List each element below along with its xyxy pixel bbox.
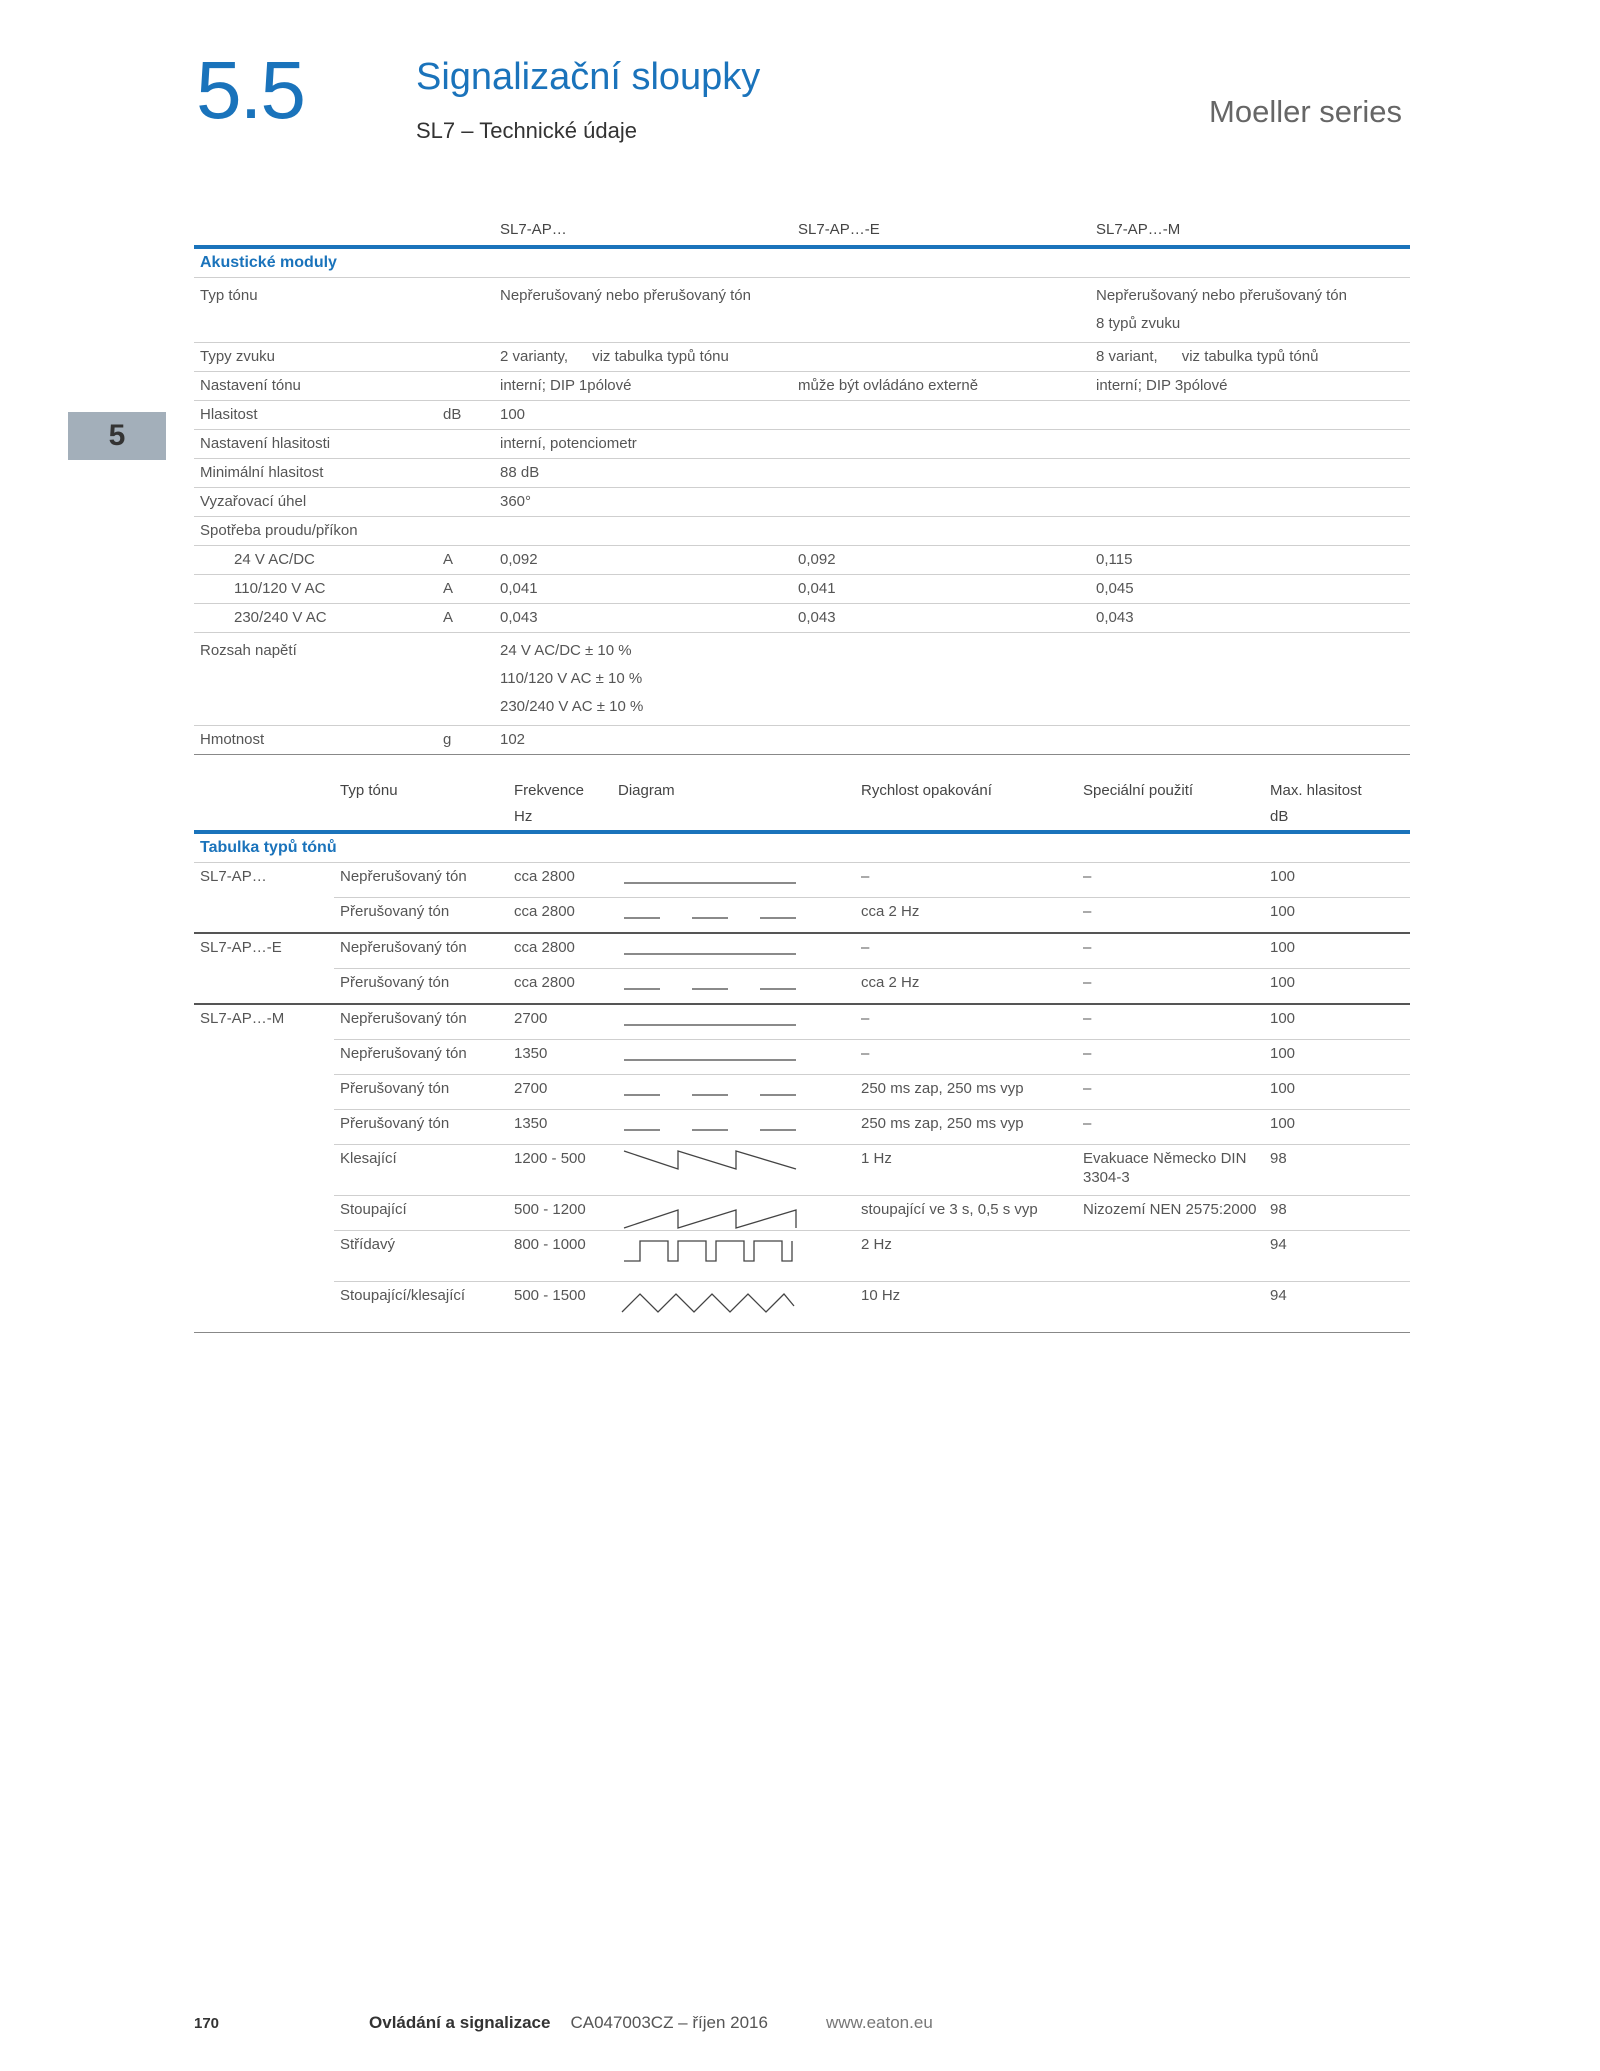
cell — [494, 633, 792, 726]
table-row — [194, 633, 1410, 726]
unit: A — [443, 580, 454, 597]
continuous-diagram — [618, 1046, 798, 1074]
cell: cca 2800 — [508, 933, 612, 969]
tone-row — [194, 863, 1410, 898]
model-cell: SL7-AP… — [200, 868, 267, 885]
cell: 100 — [1264, 933, 1410, 969]
cell: cca 2800 — [508, 863, 612, 898]
cell-line: 110/120 V AC ± 10 % — [500, 670, 643, 687]
cell: může být ovládáno externě — [798, 377, 979, 394]
continuous-diagram — [618, 1011, 798, 1039]
model-cell — [194, 1075, 334, 1110]
cell: – — [1077, 1040, 1264, 1075]
col-header: SL7-AP… — [500, 221, 567, 238]
col-header: Frekvence — [514, 782, 585, 799]
col-header: Max. hlasitost — [1270, 782, 1362, 799]
footer-catalog: CA047003CZ – říjen 2016 — [570, 2013, 768, 2032]
cell: 800 - 1000 — [508, 1231, 612, 1282]
cell: 94 — [1264, 1282, 1410, 1333]
cell: cca 2800 — [508, 898, 612, 934]
cell: 360° — [500, 493, 532, 510]
col-header: SL7-AP…-M — [1096, 221, 1181, 238]
cell: 100 — [500, 406, 526, 423]
square-diagram — [618, 1235, 798, 1263]
cell: cca 2800 — [508, 969, 612, 1005]
diagram-cell — [612, 1075, 855, 1110]
cell: 94 — [1264, 1231, 1410, 1282]
cell-part: viz tabulka typů tónu — [592, 348, 729, 365]
cell — [494, 343, 792, 372]
cell-line: 24 V AC/DC ± 10 % — [500, 642, 632, 659]
interrupted-diagram — [618, 975, 798, 1003]
series-label: Moeller series — [1209, 94, 1402, 129]
cell: 10 Hz — [855, 1282, 1077, 1333]
cell: – — [1077, 933, 1264, 969]
diagram-line — [622, 1294, 794, 1312]
cell: 2 Hz — [855, 1231, 1077, 1282]
diagram-line — [624, 1210, 796, 1228]
cell — [1090, 278, 1410, 343]
cell: 0,092 — [500, 551, 538, 568]
col-header: Speciální použití — [1083, 782, 1194, 799]
continuous-diagram — [618, 940, 798, 968]
diagram-line — [624, 1151, 796, 1169]
diagram-cell — [612, 863, 855, 898]
page-title: Signalizační sloupky — [416, 56, 761, 98]
row-label: Minimální hlasitost — [200, 464, 324, 481]
cell: 0,043 — [500, 609, 538, 626]
cell-part: 2 varianty, — [500, 348, 569, 365]
spec-table — [194, 214, 1410, 755]
cell-line: Nepřerušovaný nebo přerušovaný tón — [1096, 287, 1347, 304]
cell: Přerušovaný tón — [334, 1110, 508, 1145]
section-title: Akustické moduly — [200, 254, 337, 271]
table-row — [194, 401, 1410, 430]
cell: – — [1077, 1004, 1264, 1040]
cell: Klesající — [334, 1145, 508, 1196]
diagram-cell — [612, 1231, 855, 1282]
unit: dB — [443, 406, 462, 423]
cell: 0,092 — [798, 551, 836, 568]
cell: 100 — [1264, 969, 1410, 1005]
cell: Stoupající/klesající — [334, 1282, 508, 1333]
diagram-cell — [612, 1004, 855, 1040]
interrupted-diagram — [618, 1116, 798, 1144]
cell: 0,115 — [1096, 551, 1133, 568]
cell: – — [1077, 863, 1264, 898]
cell: 1 Hz — [855, 1145, 1077, 1196]
cell: – — [855, 933, 1077, 969]
cell: Střídavý — [334, 1231, 508, 1282]
cell: Přerušovaný tón — [334, 898, 508, 934]
cell: 0,043 — [798, 609, 836, 626]
col-header: Typ tónu — [340, 782, 398, 799]
cell: 500 - 1500 — [508, 1282, 612, 1333]
cell: 102 — [500, 731, 526, 748]
cell: Přerušovaný tón — [334, 969, 508, 1005]
interrupted-diagram — [618, 1081, 798, 1109]
cell: interní; DIP 3pólové — [1096, 377, 1228, 394]
cell: – — [855, 1004, 1077, 1040]
cell: Nepřerušovaný nebo přerušovaný tón — [500, 287, 751, 304]
cell-part: viz tabulka typů tónů — [1181, 348, 1319, 365]
row-label: Hlasitost — [200, 406, 258, 423]
cell: Nizozemí NEN 2575:2000 — [1077, 1196, 1264, 1231]
unit: g — [443, 731, 452, 748]
cell: interní, potenciometr — [500, 435, 637, 452]
tone-row — [194, 1282, 1410, 1333]
tone-row — [194, 898, 1410, 934]
diagram-cell — [612, 933, 855, 969]
cell: Stoupající — [334, 1196, 508, 1231]
col-header: SL7-AP…-E — [798, 221, 880, 238]
col-header: Rychlost opakování — [861, 782, 992, 799]
footer — [194, 2013, 933, 2033]
table-row — [194, 459, 1410, 488]
diagram-cell — [612, 969, 855, 1005]
interrupted-diagram — [618, 904, 798, 932]
table-row — [194, 488, 1410, 517]
cell: 100 — [1264, 1075, 1410, 1110]
row-label: 110/120 V AC — [234, 580, 326, 597]
section-title: Tabulka typů tónů — [200, 839, 337, 856]
diagram-cell — [612, 1040, 855, 1075]
diagram-cell — [612, 1145, 855, 1196]
cell — [1077, 1231, 1264, 1282]
cell: Nepřerušovaný tón — [334, 1040, 508, 1075]
cell: 100 — [1264, 1040, 1410, 1075]
tone-row — [194, 969, 1410, 1005]
cell: 1350 — [508, 1040, 612, 1075]
cell: 1350 — [508, 1110, 612, 1145]
table-row — [194, 430, 1410, 459]
model-cell — [194, 1040, 334, 1075]
row-label: Typy zvuku — [200, 348, 276, 365]
cell: Nepřerušovaný tón — [334, 1004, 508, 1040]
tone-row — [194, 1231, 1410, 1282]
cell: – — [855, 1040, 1077, 1075]
cell: Nepřerušovaný tón — [334, 933, 508, 969]
model-cell — [194, 969, 334, 1005]
row-label: Typ tónu — [200, 287, 258, 304]
spec-header-row — [194, 214, 1410, 247]
row-label: Vyzařovací úhel — [200, 493, 307, 510]
tone-row — [194, 1110, 1410, 1145]
cell: 98 — [1264, 1145, 1410, 1196]
table-row — [194, 517, 1410, 546]
tone-row — [194, 1075, 1410, 1110]
cell: 0,045 — [1096, 580, 1134, 597]
cell: – — [1077, 1110, 1264, 1145]
diagram-cell — [612, 898, 855, 934]
model-cell: SL7-AP…-E — [200, 939, 282, 956]
diagram-cell — [612, 1110, 855, 1145]
row-label: Nastavení tónu — [200, 377, 301, 394]
unit: A — [443, 551, 454, 568]
model-cell — [194, 1196, 334, 1231]
footer-url[interactable]: www.eaton.eu — [825, 2013, 933, 2032]
tone-rows — [194, 863, 1410, 1333]
diagram-cell — [612, 1282, 855, 1333]
cell: 250 ms zap, 250 ms vyp — [855, 1110, 1077, 1145]
unit: A — [443, 609, 454, 626]
cell: Nepřerušovaný tón — [334, 863, 508, 898]
cell-line: 8 typů zvuku — [1096, 315, 1181, 332]
section-row — [194, 832, 1410, 863]
table-row — [194, 343, 1410, 372]
continuous-diagram — [618, 869, 798, 897]
cell: – — [1077, 1075, 1264, 1110]
col-unit: dB — [1270, 808, 1289, 825]
falling-diagram — [618, 1149, 798, 1177]
cell — [1077, 1145, 1264, 1196]
table-row — [194, 278, 1410, 343]
cell: – — [1077, 898, 1264, 934]
chapter-tab[interactable]: 5 — [68, 412, 166, 460]
cell: stoupající ve 3 s, 0,5 s vyp — [855, 1196, 1077, 1231]
cell-line: 230/240 V AC ± 10 % — [500, 698, 644, 715]
model-cell — [194, 898, 334, 934]
cell: 0,041 — [798, 580, 836, 597]
row-label: Nastavení hlasitosti — [200, 435, 331, 452]
cell: 2700 — [508, 1004, 612, 1040]
table-row — [194, 546, 1410, 575]
model-cell — [194, 1231, 334, 1282]
tone-row — [194, 933, 1410, 969]
cell: 2700 — [508, 1075, 612, 1110]
tone-type-table — [194, 778, 1410, 1333]
cell-line: 3304-3 — [1083, 1169, 1130, 1186]
table-row — [194, 726, 1410, 755]
cell: 250 ms zap, 250 ms vyp — [855, 1075, 1077, 1110]
cell: 100 — [1264, 1004, 1410, 1040]
section-number: 5.5 — [196, 45, 304, 136]
cell: 0,043 — [1096, 609, 1134, 626]
tone-header-row — [194, 778, 1410, 804]
cell-part: 8 variant, — [1096, 348, 1158, 365]
col-header: Diagram — [618, 782, 675, 799]
cell: 100 — [1264, 1110, 1410, 1145]
tone-row — [194, 1196, 1410, 1231]
model-cell — [194, 1282, 334, 1333]
cell — [1077, 1282, 1264, 1333]
tone-row — [194, 1040, 1410, 1075]
col-unit: Hz — [514, 808, 533, 825]
cell-line: Evakuace Německo DIN — [1083, 1150, 1247, 1167]
row-label: Spotřeba proudu/příkon — [200, 522, 358, 539]
row-label: Hmotnost — [200, 731, 265, 748]
cell: 88 dB — [500, 464, 540, 481]
diagram-cell — [612, 1196, 855, 1231]
row-label: Rozsah napětí — [200, 642, 297, 659]
cell: 98 — [1264, 1196, 1410, 1231]
cell: interní; DIP 1pólové — [500, 377, 632, 394]
cell: 0,041 — [500, 580, 538, 597]
diagram-line — [624, 1241, 792, 1261]
table-row — [194, 575, 1410, 604]
table-row — [194, 372, 1410, 401]
cell: Přerušovaný tón — [334, 1075, 508, 1110]
page-subtitle: SL7 – Technické údaje — [416, 118, 637, 143]
tone-header-units-row — [194, 804, 1410, 832]
tone-row — [194, 1004, 1410, 1040]
cell: cca 2 Hz — [855, 898, 1077, 934]
cell: 100 — [1264, 863, 1410, 898]
tone-row — [194, 1145, 1410, 1196]
model-cell — [194, 1110, 334, 1145]
rising-diagram — [618, 1202, 798, 1230]
footer-section: Ovládání a signalizace — [369, 2013, 551, 2032]
model-cell: SL7-AP…-M — [200, 1010, 285, 1027]
cell: 500 - 1200 — [508, 1196, 612, 1231]
row-label: 24 V AC/DC — [234, 551, 315, 568]
model-cell — [194, 1145, 334, 1196]
row-label: 230/240 V AC — [234, 609, 327, 626]
table-row — [194, 604, 1410, 633]
section-row — [194, 247, 1410, 278]
cell: – — [855, 863, 1077, 898]
cell: cca 2 Hz — [855, 969, 1077, 1005]
cell — [1090, 343, 1410, 372]
page-number: 170 — [194, 2015, 220, 2032]
zigzag-diagram — [618, 1286, 798, 1314]
cell: 1200 - 500 — [508, 1145, 612, 1196]
cell: – — [1077, 969, 1264, 1005]
cell: 100 — [1264, 898, 1410, 934]
